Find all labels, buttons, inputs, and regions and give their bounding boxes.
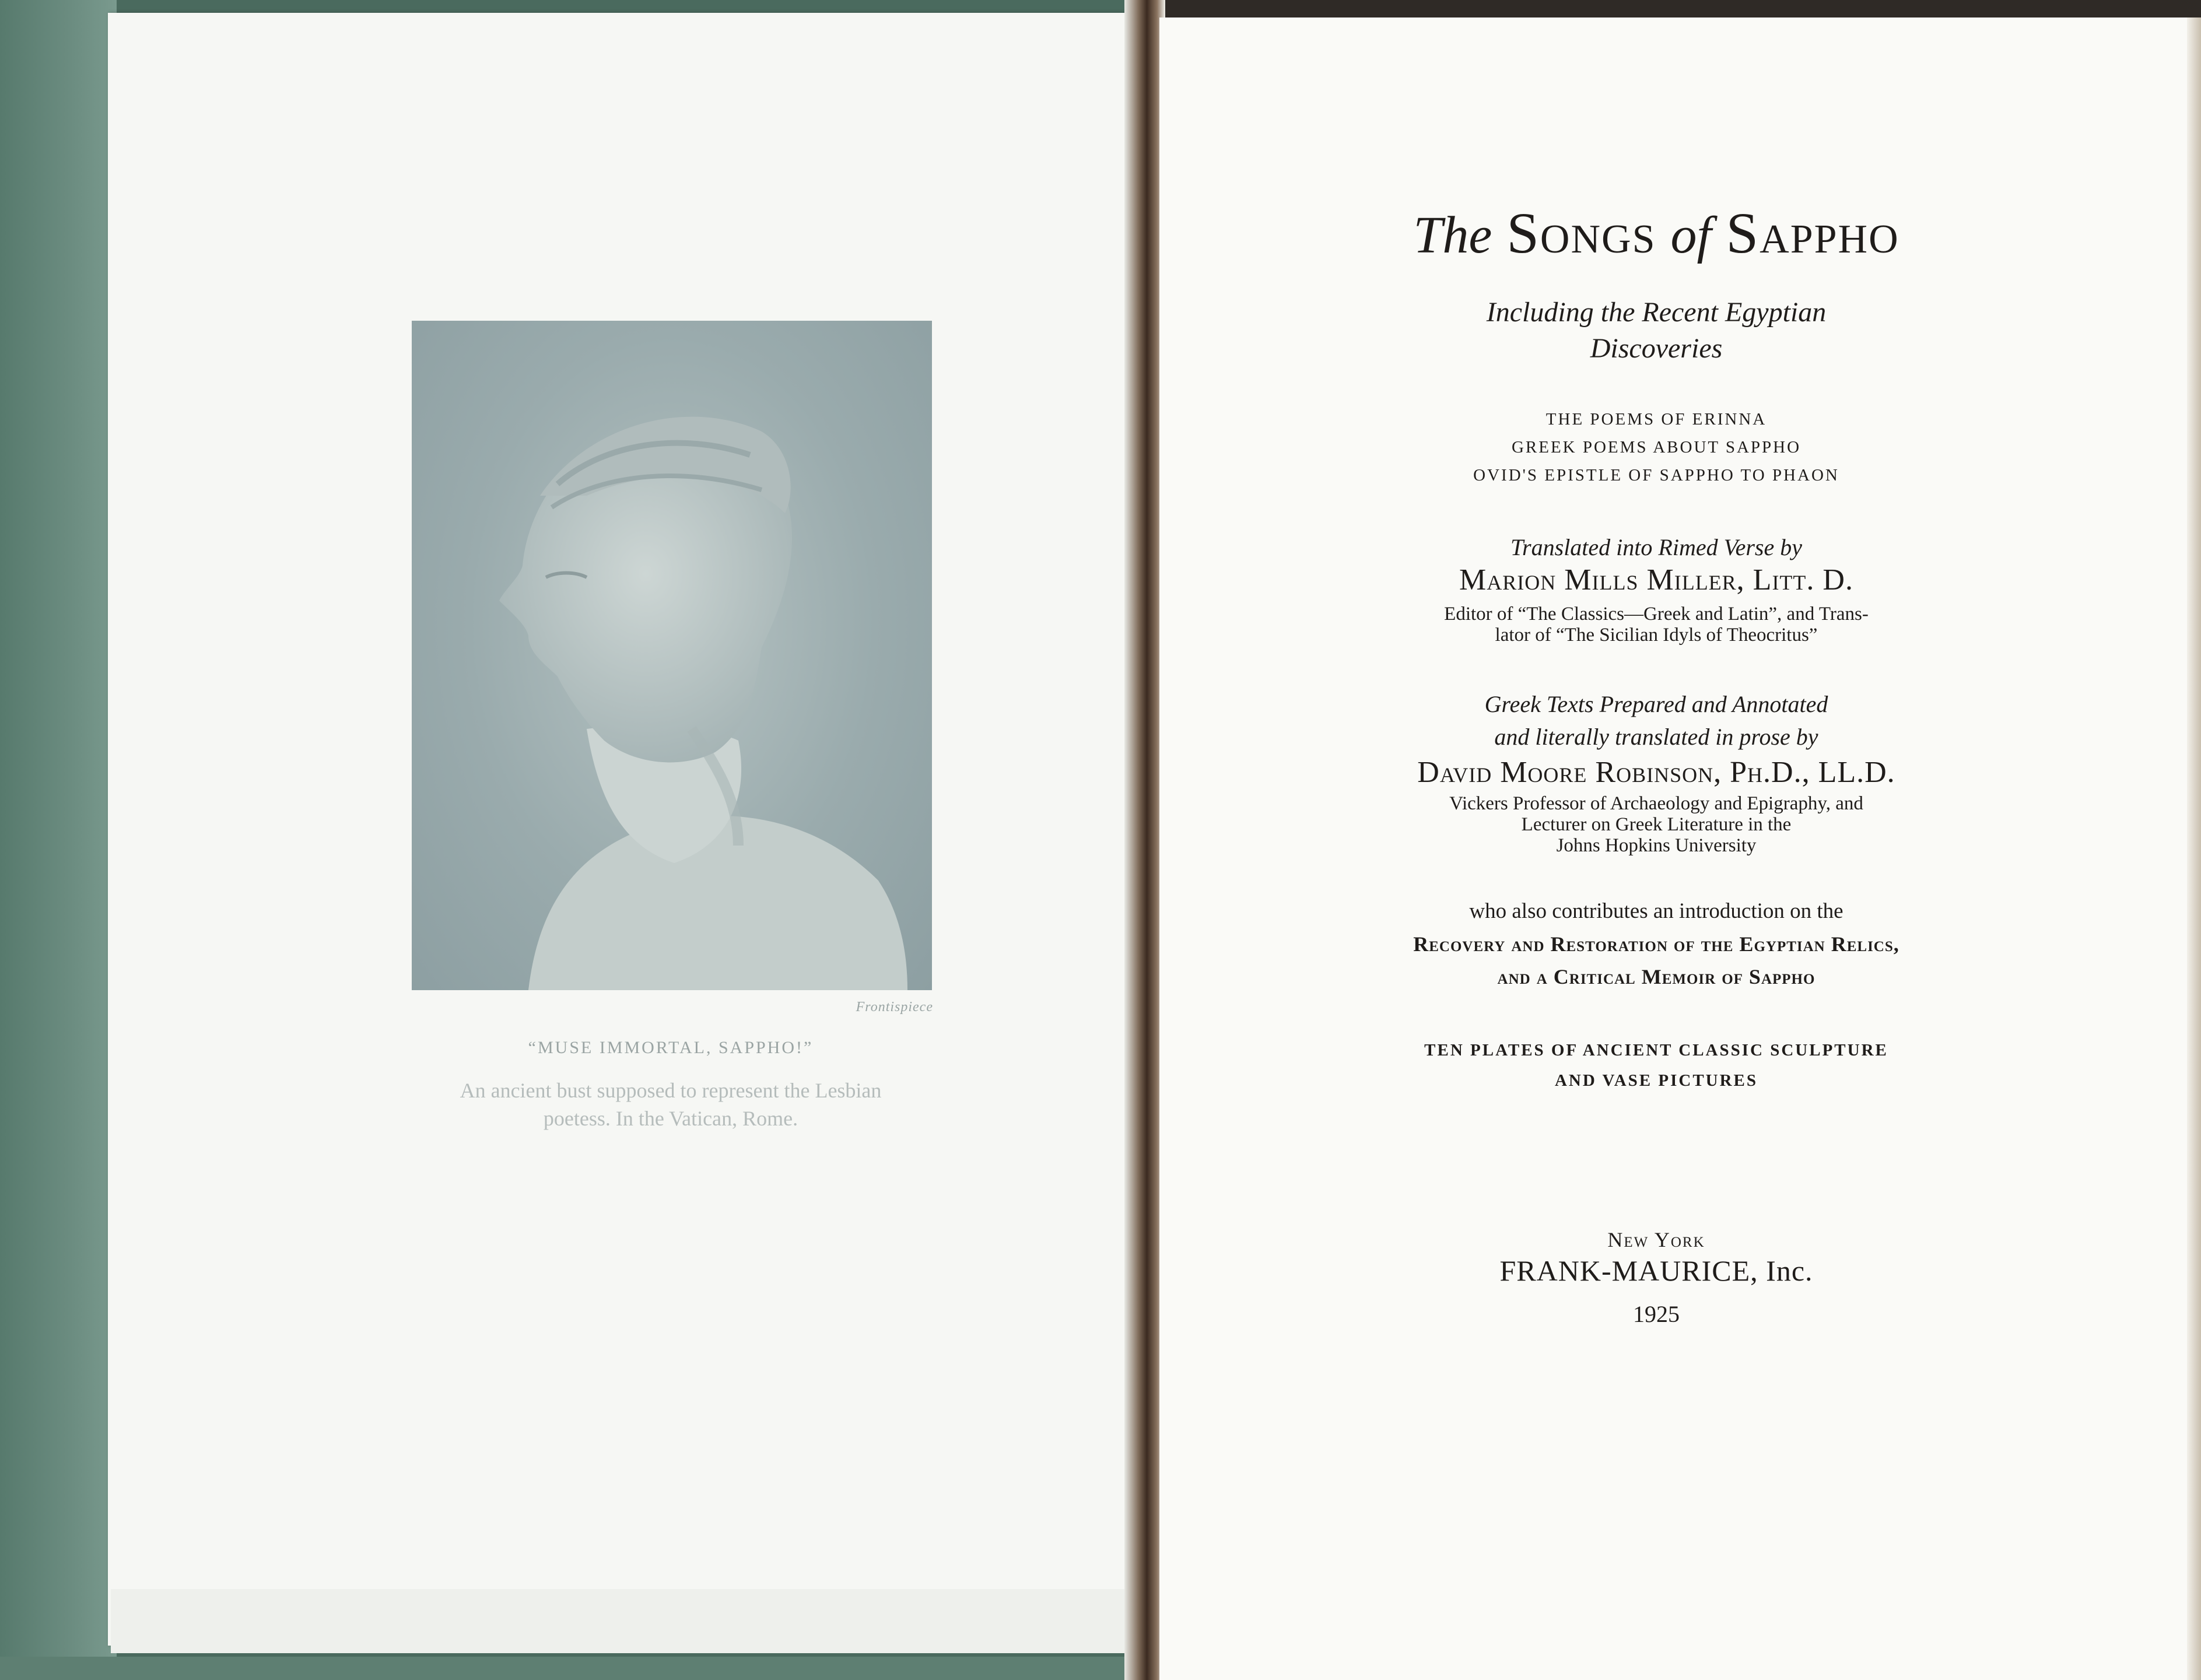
left-page-edge — [111, 1589, 1131, 1653]
translator-description-line: Editor of “The Classics—Greek and Latin”, and Trans- — [1444, 604, 1869, 625]
book-cover-cloth-left — [0, 0, 117, 1680]
book-cover-edge-top — [1143, 0, 2201, 17]
title-word-songs: Songs — [1506, 201, 1656, 265]
translator-name: Marion Mills Miller, Litt. D. — [1459, 563, 1853, 597]
editor-description-line: Lecturer on Greek Literature in the — [1521, 814, 1792, 835]
frontispiece-bust-image — [412, 321, 932, 990]
frontispiece-label: Frontispiece — [856, 999, 933, 1015]
contents-item: OVID'S EPISTLE OF SAPPHO TO PHAON — [1473, 466, 1839, 485]
contribution-intro: who also contributes an introduction on the — [1469, 899, 1843, 923]
title-word-the: The — [1413, 206, 1492, 264]
editor-description-line: Vickers Professor of Archaeology and Epigraphy, and — [1449, 793, 1863, 814]
plate-title: “MUSE IMMORTAL, SAPPHO!” — [528, 1038, 814, 1057]
contents-item: THE POEMS OF ERINNA — [1545, 410, 1767, 429]
translated-by-line: Translated into Rimed Verse by — [1510, 534, 1802, 560]
contribution-line: and a Critical Memoir of Sappho — [1497, 965, 1816, 988]
plate-description-line: poetess. In the Vatican, Rome. — [543, 1107, 798, 1130]
right-page-edge — [2187, 17, 2201, 1680]
editor-name: David Moore Robinson, Ph.D., LL.D. — [1417, 756, 1895, 789]
contribution-line: Recovery and Restoration of the Egyptian Relics, — [1413, 932, 1899, 956]
title-word-of: of — [1670, 206, 1712, 264]
plate-description-line: An ancient bust supposed to represent the Lesbian — [460, 1079, 882, 1102]
publisher-city: New York — [1607, 1228, 1705, 1251]
publication-year: 1925 — [1633, 1301, 1680, 1327]
subtitle-line: Including the Recent Egyptian — [1486, 297, 1827, 328]
greek-texts-line-2: and literally translated in prose by — [1494, 724, 1818, 750]
title-word-sappho: Sappho — [1726, 201, 1899, 265]
contents-list — [1219, 405, 2094, 489]
contents-item: GREEK POEMS ABOUT SAPPHO — [1511, 438, 1802, 457]
greek-texts-line — [1219, 688, 2094, 753]
translator-description — [1219, 604, 2094, 646]
editor-description-line: Johns Hopkins University — [1556, 835, 1757, 856]
plates-note-line: AND VASE PICTURES — [1554, 1071, 1758, 1090]
sappho-bust-illustration — [412, 321, 932, 990]
translator-description-line: lator of “The Sicilian Idyls of Theocritus” — [1495, 625, 1818, 646]
editor-description — [1219, 793, 2094, 856]
publisher-name: FRANK-MAURICE, Inc. — [1499, 1254, 1813, 1287]
book-title — [1219, 198, 2094, 271]
subtitle — [1219, 294, 2094, 367]
subtitle-line: Discoveries — [1590, 333, 1723, 364]
greek-texts-line-1: Greek Texts Prepared and Annotated — [1484, 691, 1828, 717]
plates-note-line: TEN PLATES OF ANCIENT CLASSIC SCULPTURE — [1424, 1041, 1888, 1060]
plate-description — [385, 1076, 956, 1132]
plates-note — [1219, 1035, 2094, 1096]
contribution-note — [1219, 895, 2094, 993]
